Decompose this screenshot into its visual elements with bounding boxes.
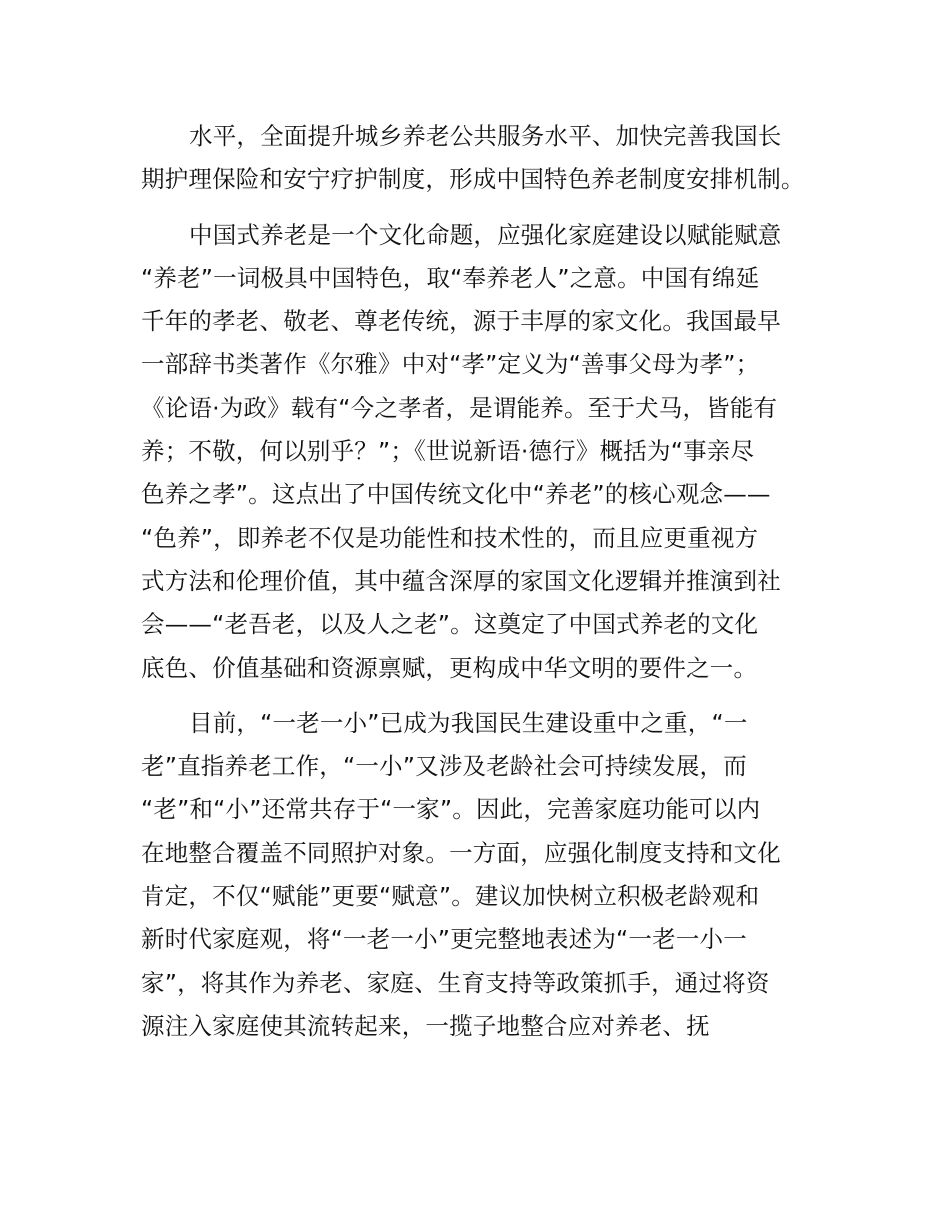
paragraph-2 bbox=[141, 214, 813, 690]
text-line: 老”直指养老工作，“一小”又涉及老龄社会可持续发展，而 bbox=[141, 752, 747, 781]
text-line: 中国式养老是一个文化命题，应强化家庭建设以赋能赋意 bbox=[189, 220, 782, 249]
text-line: 式方法和伦理价值，其中蕴含深厚的家国文化逻辑并推演到社 bbox=[141, 566, 781, 595]
text-line: “色养”，即养老不仅是功能性和技术性的，而且应更重视方 bbox=[141, 523, 759, 552]
text-line: 千年的孝老、敬老、尊老传统，源于丰厚的家文化。我国最早 bbox=[141, 307, 781, 336]
document-page bbox=[141, 115, 813, 1048]
text-line: “养老”一词极具中国特色，取“奉养老人”之意。中国有绵延 bbox=[141, 263, 760, 292]
paragraph-3 bbox=[141, 702, 813, 1048]
text-line: 新时代家庭观，将“一老一小”更完整地表述为“一老一小一 bbox=[141, 925, 747, 954]
text-line: 会——“老吾老，以及人之老”。这奠定了中国式养老的文化 bbox=[141, 610, 759, 639]
text-line: 源注入家庭使其流转起来，一揽子地整合应对养老、抚 bbox=[141, 1011, 710, 1040]
text-line: 水平，全面提升城乡养老公共服务水平、加快完善我国长 bbox=[189, 122, 782, 150]
text-line: 色养之孝”。这点出了中国传统文化中“养老”的核心观念—— bbox=[141, 480, 771, 509]
text-line: 《论语·为政》载有“今之孝者，是谓能养。至于犬马，皆能有 bbox=[141, 393, 778, 422]
text-line: 肯定，不仅“赋能”更要“赋意”。建议加快树立积极老龄观和 bbox=[141, 882, 760, 911]
text-line: 养；不敬，何以别乎？”；《世说新语·德行》概括为“事亲尽 bbox=[141, 437, 755, 466]
text-line: “老”和“小”还常共存于“一家”。因此，完善家庭功能可以内 bbox=[141, 795, 761, 824]
text-line: 期护理保险和安宁疗护制度，形成中国特色养老制度安排机制。 bbox=[141, 165, 805, 194]
text-line: 一部辞书类著作《尔雅》中对“孝”定义为“善事父母为孝”； bbox=[141, 350, 760, 379]
text-line: 底色、价值基础和资源禀赋，更构成中华文明的要件之一。 bbox=[141, 653, 758, 682]
paragraph-1 bbox=[141, 115, 813, 202]
text-line: 家”，将其作为养老、家庭、生育支持等政策抓手，通过将资 bbox=[141, 968, 770, 997]
text-line: 在地整合覆盖不同照护对象。一方面，应强化制度支持和文化 bbox=[141, 838, 781, 867]
text-line: 目前，“一老一小”已成为我国民生建设重中之重，“一 bbox=[189, 708, 748, 737]
